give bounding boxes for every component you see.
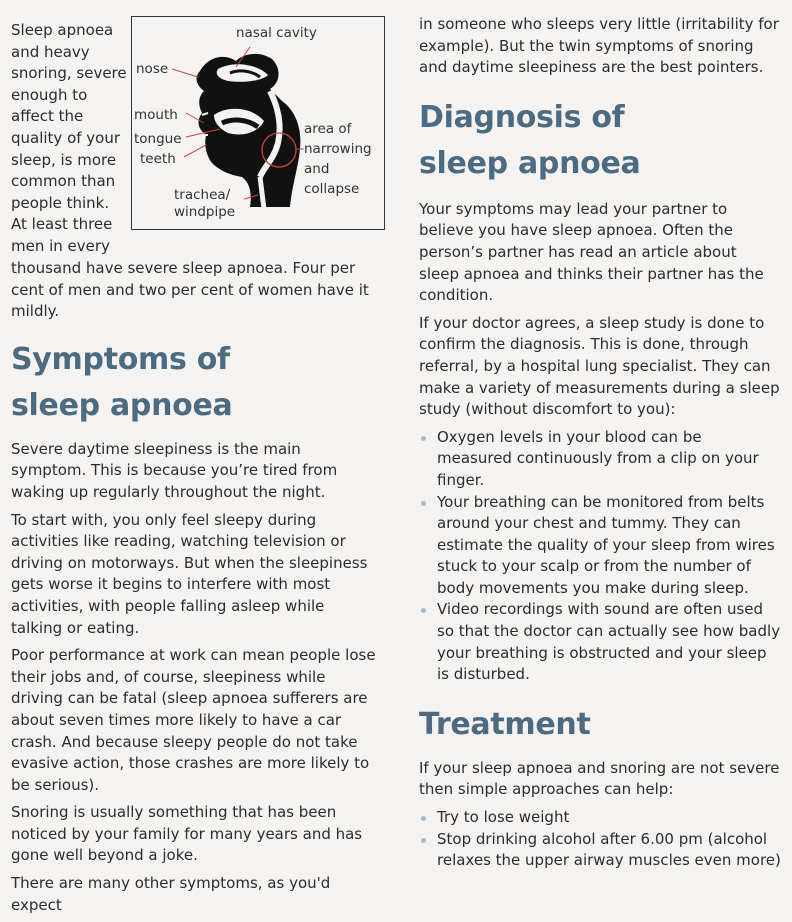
measurement-list <box>419 427 781 686</box>
symptoms-paragraph: Snoring is usually something that has been noticed by your family for many years and has gone well beyond a joke. <box>11 803 363 865</box>
diagnosis-heading-line-2: sleep apnoea <box>419 145 641 181</box>
symptoms-paragraph: Severe daytime sleepiness is the main symptom. This is because you’re tired from waking up regularly throughout the night. <box>11 439 338 501</box>
airway-diagram <box>131 16 385 230</box>
symptoms-heading-line-1: Symptoms of <box>11 341 230 377</box>
intro-paragraph: Sleep apnoea and heavy snoring, severe enough to affect the quality of your sleep, is more common than people think. At least three men in every <box>11 21 127 255</box>
list-item: Video recordings with sound are often used so that the doctor can actually see how badly your breathing is obstructed and your sleep is disturbed. <box>419 599 781 685</box>
tongue-label: tongue <box>134 131 182 147</box>
intro-block <box>11 0 379 258</box>
right-column <box>419 0 781 872</box>
list-item: Try to lose weight <box>419 807 781 829</box>
symptoms-section <box>11 337 379 916</box>
trachea-label-line-1: trachea/ <box>174 187 231 203</box>
bullet-icon <box>421 501 426 506</box>
trachea-label-line-2: windpipe <box>174 204 236 220</box>
diagnosis-paragraph: If your doctor agrees, a sleep study is done to confirm the diagnosis. This is done, through referral, by a hospital lung specialist. They can make a variety of measurements during a sleep study (without discomfort to you): <box>419 313 780 419</box>
left-column <box>11 0 379 922</box>
treatment-heading: Treatment <box>419 706 591 742</box>
symptoms-heading-line-2: sleep apnoea <box>11 387 233 423</box>
bullet-icon <box>421 838 426 843</box>
teeth-label: teeth <box>140 151 176 167</box>
nasal-cavity-label: nasal cavity <box>236 25 317 41</box>
narrowing-label-line-1: area of <box>304 121 352 137</box>
diagnosis-section <box>419 95 781 686</box>
narrowing-label-line-3: and <box>304 161 330 177</box>
bullet-icon <box>421 608 426 613</box>
symptoms-continued: in someone who sleeps very little (irritability for example). But the twin symptoms of snoring and daytime sleepiness are the best pointers. <box>419 15 779 77</box>
diagnosis-paragraph: Your symptoms may lead your partner to believe you have sleep apnoea. Often the person’s partner has read an article about sleep apnoea and thinks their partner has the condition. <box>419 199 764 305</box>
treatment-section <box>419 702 781 872</box>
bullet-icon <box>421 436 426 441</box>
treatment-list <box>419 807 781 872</box>
intro-continued: thousand have severe sleep apnoea. Four per cent of men and two per cent of women have it mildly. <box>11 259 369 321</box>
symptoms-paragraph: To start with, you only feel sleepy during activities like reading, watching television or driving on motorways. But when the sleepiness gets worse it begins to interfere with most activities, with people falling asleep while talking or eating. <box>11 510 368 637</box>
symptoms-paragraph: Poor performance at work can mean people lose their jobs and, of course, sleepiness while driving can be fatal (sleep apnoea sufferers are about seven times more likely to have a car crash. And because sleepy people do not take evasive action, those crashes are more likely to be serious). <box>11 646 376 794</box>
bullet-icon <box>421 816 426 821</box>
list-item: Oxygen levels in your blood can be measured continuously from a clip on your finger. <box>419 427 781 492</box>
narrowing-label-line-4: collapse <box>304 181 360 197</box>
symptoms-paragraph: There are many other symptoms, as you'd expect <box>11 874 331 914</box>
mouth-label: mouth <box>134 107 178 123</box>
narrowing-label-line-2: narrowing <box>304 141 372 157</box>
nose-label: nose <box>136 61 169 77</box>
list-item: Your breathing can be monitored from belts around your chest and tummy. They can estimate the quality of your sleep from wires stuck to your scalp or from the number of body movements you make during sleep. <box>419 492 781 600</box>
list-item: Stop drinking alcohol after 6.00 pm (alcohol relaxes the upper airway muscles even more) <box>419 829 781 872</box>
treatment-paragraph: If your sleep apnoea and snoring are not severe then simple approaches can help: <box>419 758 780 799</box>
diagnosis-heading-line-1: Diagnosis of <box>419 99 625 135</box>
